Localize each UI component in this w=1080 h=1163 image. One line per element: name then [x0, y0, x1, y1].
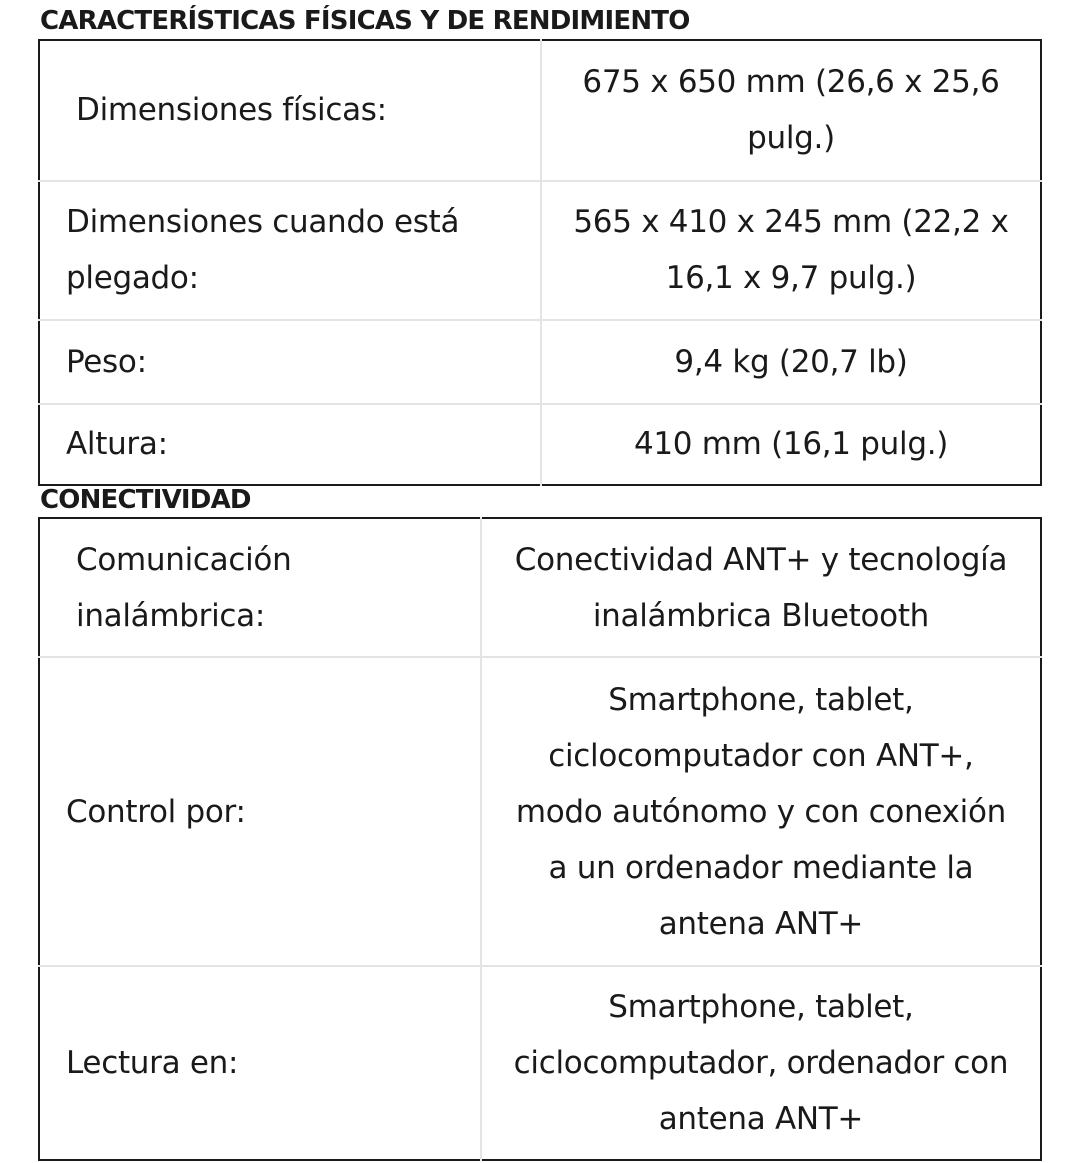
section-title-physical-performance: CARACTERÍSTICAS FÍSICAS Y DE RENDIMIENTO [40, 6, 690, 36]
spec-value: Smartphone, tablet, ciclocomputador, ordenador con antena ANT+ [481, 966, 1041, 1160]
spec-label: Peso: [39, 320, 541, 403]
spec-value: 410 mm (16,1 pulg.) [541, 404, 1041, 485]
physical-specs-table [38, 39, 1042, 486]
spec-label: Control por: [39, 657, 481, 966]
section-title-connectivity: CONECTIVIDAD [40, 485, 251, 515]
table-row [39, 657, 1041, 966]
table-row [39, 404, 1041, 485]
spec-label: Lectura en: [39, 966, 481, 1160]
spec-label: Dimensiones cuando está plegado: [39, 181, 541, 321]
spec-value: Smartphone, tablet, ciclocomputador con ANT+, modo autónomo y con conexión a un ordenador mediante la antena ANT+ [481, 657, 1041, 966]
table-row [39, 320, 1041, 403]
spec-value: 9,4 kg (20,7 lb) [541, 320, 1041, 403]
spec-value: 565 x 410 x 245 mm (22,2 x 16,1 x 9,7 pulg.) [541, 181, 1041, 321]
table-row [39, 40, 1041, 181]
spec-label: Altura: [39, 404, 541, 485]
connectivity-specs-table [38, 517, 1042, 1161]
spec-value: Conectividad ANT+ y tecnología inalámbrica Bluetooth [481, 518, 1041, 657]
spec-label: Comunicación inalámbrica: [39, 518, 481, 657]
table-row [39, 518, 1041, 657]
table-row [39, 966, 1041, 1160]
table-row [39, 181, 1041, 321]
spec-label: Dimensiones físicas: [39, 40, 541, 181]
spec-value: 675 x 650 mm (26,6 x 25,6 pulg.) [541, 40, 1041, 181]
